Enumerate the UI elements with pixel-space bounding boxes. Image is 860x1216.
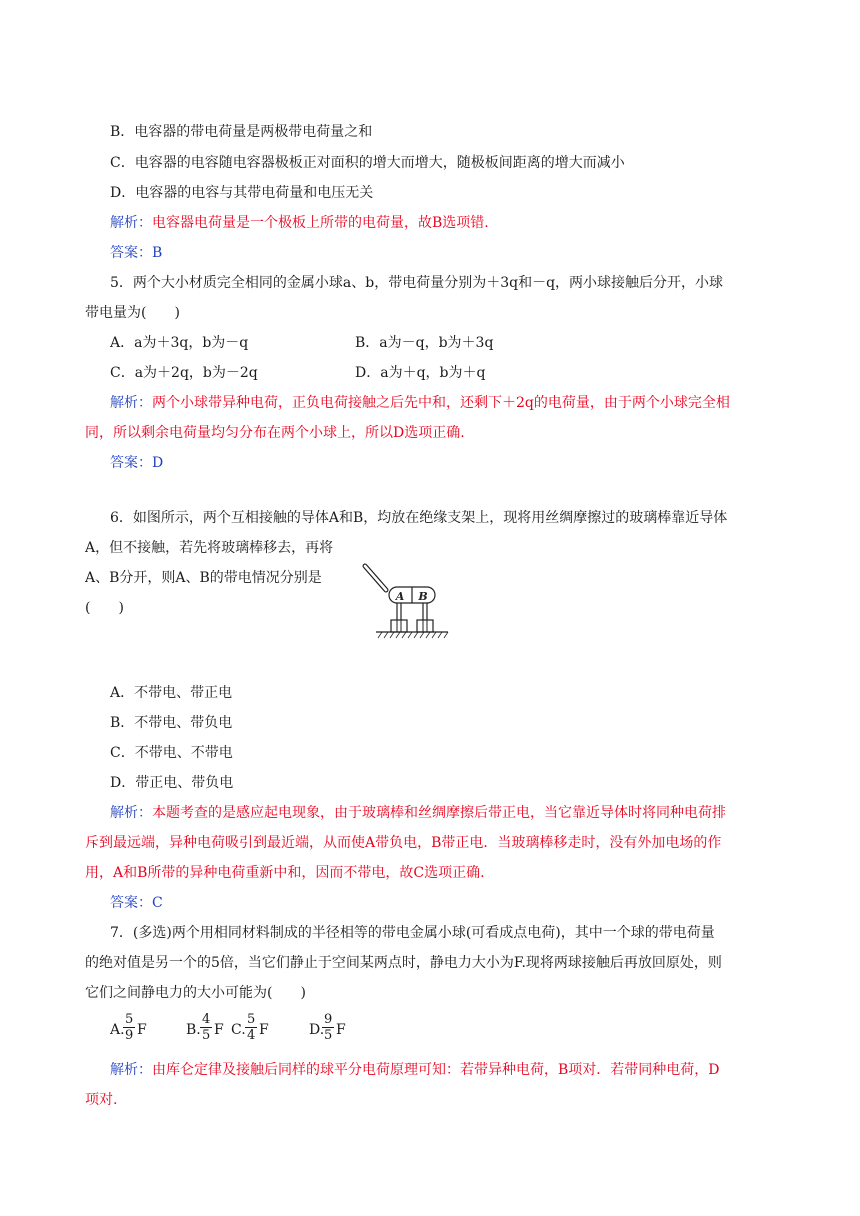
q6-stem-line4: ( ) xyxy=(85,600,124,616)
q5-answer xyxy=(110,453,163,473)
q5-option-c: C．a为＋2q，b为－2q xyxy=(110,365,258,381)
q5-option-a: A．a为＋3q，b为－q xyxy=(110,335,249,351)
option-fraction xyxy=(322,1012,334,1043)
fraction-numerator: 4 xyxy=(202,1012,211,1027)
q7-analysis-line2: 项对. xyxy=(85,1092,118,1108)
option-fraction xyxy=(200,1012,212,1043)
q7-stem-line2: 的绝对值是另一个的5倍，当它们静止于空间某两点时，静电力大小为F.现将两球接触后再放回原处，则 xyxy=(85,955,722,971)
q6-analysis-line1 xyxy=(110,803,726,823)
fraction-numerator: 5 xyxy=(125,1012,134,1027)
analysis-label: 解析： xyxy=(110,1062,152,1078)
analysis-label: 解析： xyxy=(110,215,152,231)
q7-analysis-line1 xyxy=(110,1060,720,1080)
answer-label: 答案： xyxy=(110,895,152,911)
q6-stem-line2: A，但不接触，若先将玻璃棒移去，再将 xyxy=(85,540,334,556)
q6-stem-line1: 6．如图所示，两个互相接触的导体A和B，均放在绝缘支架上，现将用丝绸摩擦过的玻璃棒靠近导体 xyxy=(110,510,728,526)
fraction-denominator: 9 xyxy=(125,1028,134,1043)
answer-label: 答案： xyxy=(110,455,152,471)
q6-option-d: D．带正电、带负电 xyxy=(110,775,234,791)
q5-analysis-line2: 同，所以剩余电荷量均匀分布在两个小球上，所以D选项正确. xyxy=(85,425,465,441)
q4-option-c: C．电容器的电容随电容器极板正对面积的增大而增大，随极板间距离的增大而减小 xyxy=(110,155,625,171)
q4-option-b: B．电容器的带电荷量是两极带电荷量之和 xyxy=(110,124,373,140)
option-letter: C. xyxy=(231,1022,246,1038)
conductor-label-b: B xyxy=(418,590,428,603)
fraction-denominator: 5 xyxy=(324,1028,333,1043)
option-unit: F xyxy=(336,1022,346,1038)
q5-option-b: B．a为－q，b为＋3q xyxy=(355,335,494,351)
analysis-text: 由库仑定律及接触后同样的球平分电荷原理可知：若带异种电荷，B项对．若带同种电荷，D xyxy=(152,1062,720,1078)
fraction-denominator: 5 xyxy=(202,1028,211,1043)
fraction-numerator: 9 xyxy=(324,1012,333,1027)
q6-stem-line3: A、B分开，则A、B的带电情况分别是 xyxy=(85,570,322,586)
analysis-text: 电容器电荷量是一个极板上所带的电荷量，故B选项错. xyxy=(152,215,489,231)
insulating-stand-left xyxy=(391,603,407,632)
analysis-label: 解析： xyxy=(110,805,152,821)
option-letter: D. xyxy=(309,1022,325,1038)
ground-hatching xyxy=(376,632,448,638)
fraction-denominator: 4 xyxy=(247,1028,256,1043)
answer-value: B xyxy=(152,245,163,261)
q5-stem-line1: 5．两个大小材质完全相同的金属小球a、b，带电荷量分别为＋3q和－q，两小球接触后分开，小球 xyxy=(110,275,724,291)
option-fraction xyxy=(123,1012,135,1043)
q7-stem-line1: 7．(多选)两个用相同材料制成的半径相等的带电金属小球(可看成点电荷)，其中一个球的带电荷量 xyxy=(110,925,715,941)
q5-stem-line2: 带电量为( ) xyxy=(85,305,180,321)
q4-answer xyxy=(110,243,162,263)
q4-analysis xyxy=(110,213,489,233)
analysis-text: 本题考查的是感应起电现象，由于玻璃棒和丝绸摩擦后带正电，当它靠近导体时将同种电荷排 xyxy=(152,805,726,821)
analysis-label: 解析： xyxy=(110,395,152,411)
option-unit: F xyxy=(214,1022,224,1038)
q6-option-b: B．不带电、带负电 xyxy=(110,715,233,731)
insulating-stand-right xyxy=(417,603,433,632)
q6-option-c: C．不带电、不带电 xyxy=(110,745,233,761)
answer-value: C xyxy=(152,895,163,911)
answer-label: 答案： xyxy=(110,245,152,261)
conductor-label-a: A xyxy=(395,590,405,603)
answer-value: D xyxy=(152,455,164,471)
fraction-numerator: 5 xyxy=(247,1012,256,1027)
glass-rod xyxy=(365,566,386,590)
option-unit: F xyxy=(137,1022,147,1038)
q6-answer xyxy=(110,893,163,913)
q5-analysis-line1 xyxy=(110,393,730,413)
q4-option-d: D．电容器的电容与其带电荷量和电压无关 xyxy=(110,185,374,201)
option-unit: F xyxy=(259,1022,269,1038)
q6-analysis-line2: 斥到最远端，异种电荷吸引到最近端，从而使A带负电，B带正电．当玻璃棒移走时，没有外加电场的作 xyxy=(85,835,722,851)
q6-analysis-line3: 用，A和B所带的异种电荷重新中和，因而不带电，故C选项正确. xyxy=(85,865,485,881)
q5-option-d: D．a为＋q，b为＋q xyxy=(355,365,486,381)
analysis-text: 两个小球带异种电荷，正负电荷接触之后先中和，还剩下＋2q的电荷量，由于两个小球完全相 xyxy=(152,395,730,411)
option-fraction xyxy=(245,1012,257,1043)
option-letter: B. xyxy=(186,1022,201,1038)
q6-option-a: A．不带电、带正电 xyxy=(110,685,233,701)
conductor-figure xyxy=(362,560,452,648)
option-letter: A. xyxy=(110,1022,125,1038)
q7-stem-line3: 它们之间静电力的大小可能为( ) xyxy=(85,985,306,1001)
